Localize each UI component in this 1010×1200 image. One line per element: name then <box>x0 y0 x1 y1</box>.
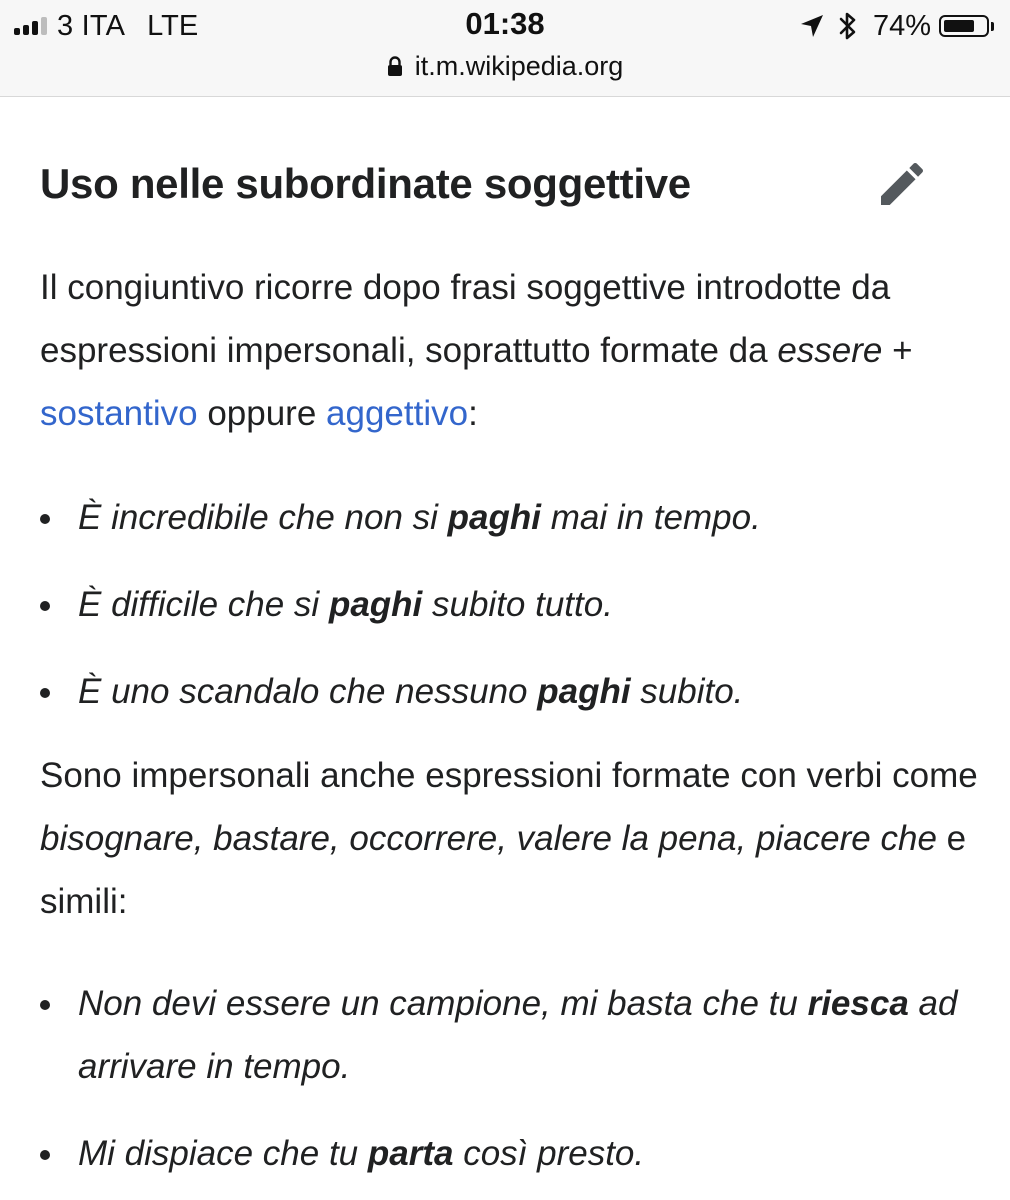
carrier-name: 3 ITA <box>57 9 126 42</box>
location-arrow-icon <box>799 13 825 39</box>
bullet <box>40 514 50 524</box>
example-text: mai in tempo. <box>540 498 761 537</box>
example-text: subito tutto. <box>422 585 613 624</box>
impersonal-paragraph <box>40 744 980 933</box>
example-list-1 <box>40 486 980 747</box>
url-text[interactable]: it.m.wikipedia.org <box>414 50 624 81</box>
section-title: Uso nelle subordinate soggettive <box>40 160 691 207</box>
example-text: Non devi essere un campione, mi basta che tu <box>78 984 808 1023</box>
intro-end: : <box>468 394 478 433</box>
list-item <box>40 660 980 747</box>
battery-tip <box>991 22 994 31</box>
network-type: LTE <box>147 9 199 42</box>
status-right <box>799 8 994 44</box>
example-verb: paghi <box>537 672 631 711</box>
bluetooth-icon <box>837 11 859 41</box>
pencil-icon[interactable] <box>874 156 930 212</box>
impersonal-text: Sono impersonali anche espressioni formate con verbi come <box>40 756 978 795</box>
example-verb: riesca <box>807 984 909 1023</box>
list-item <box>40 486 980 573</box>
intro-plus: + <box>882 331 913 370</box>
battery-icon <box>939 15 989 37</box>
example-text: È incredibile che non si <box>78 498 448 537</box>
list-item <box>40 972 980 1122</box>
section-header <box>40 154 980 214</box>
example-text: È difficile che si <box>78 585 329 624</box>
example-text: Mi dispiace che tu <box>78 1134 368 1173</box>
intro-paragraph <box>40 256 980 445</box>
battery-level-fill <box>944 20 974 32</box>
status-time: 01:38 <box>465 6 545 41</box>
bullet <box>40 1000 50 1010</box>
example-text: così presto. <box>453 1134 645 1173</box>
bullet <box>40 601 50 611</box>
list-item <box>40 1122 980 1185</box>
bullet <box>40 1150 50 1160</box>
example-list-2 <box>40 972 980 1185</box>
intro-text: Il congiuntivo ricorre dopo frasi soggettive introdotte da espressioni impersonali, soprattutto formate da <box>40 268 891 370</box>
intro-italic-term: essere <box>777 331 883 370</box>
intro-middle: oppure <box>197 394 327 433</box>
address-bar[interactable] <box>0 47 1010 85</box>
lock-icon <box>387 55 403 77</box>
link-aggettivo[interactable]: aggettivo <box>326 394 469 433</box>
impersonal-end: e simili: <box>40 819 967 921</box>
impersonal-italic-verbs: bisognare, bastare, occorrere, valere la pena, piacere che <box>40 819 937 858</box>
example-verb: paghi <box>328 585 423 624</box>
example-text: ad arrivare in tempo. <box>78 984 958 1086</box>
example-verb: parta <box>367 1134 454 1173</box>
bullet <box>40 688 50 698</box>
list-item <box>40 573 980 660</box>
example-text: È uno scandalo che nessuno <box>78 672 538 711</box>
example-verb: paghi <box>447 498 541 537</box>
example-text: subito. <box>630 672 744 711</box>
battery-percent: 74% <box>872 9 931 42</box>
link-sostantivo[interactable]: sostantivo <box>40 394 198 433</box>
status-bar <box>0 0 1010 97</box>
